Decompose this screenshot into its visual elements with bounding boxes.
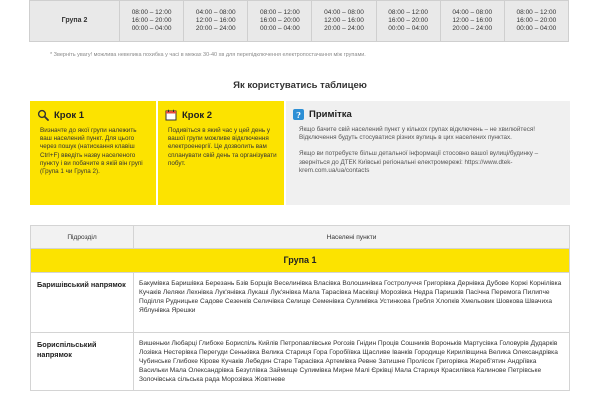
table-header-row [31, 226, 570, 249]
settlement-list: Вишеньки Любарці Глибоке Бориспіль Кийлів Петропавлівське Рогозів Гнідин Проців Сошників Вороньків Мартусівка Головурів Дударків Лозівка Нестерівка Перегуди Сеньківка Велика Стариця Гора Горобіївка Щасливе Іванків Городище Кирилівщина Велика Олександрівка Чубинське Глибоке Кірове Кучаків Лебедин Старе Тарасівка Артемівка Ревне Затишне Пролісок Григорівка Жереб'ятин Андріївка Васильки Мала Олександрівка Безуглівка Займище Сулимівка Мирне Малі Єрківці Мала Стариця Красилівка Калинове Петрівське Золочівська сільська рада Морозівка Жовтневе [134, 333, 570, 391]
step1-header [37, 109, 149, 121]
group-row [31, 249, 570, 273]
department-name: Баришівський напрямок [31, 273, 134, 333]
schedule-table [29, 0, 569, 42]
schedule-cell: 08:00 – 12:00 16:00 – 20:00 00:00 – 04:00 [120, 1, 184, 42]
department-name: Бориспільський напрямок [31, 333, 134, 391]
step2-title: Крок 2 [182, 109, 213, 121]
step1-title: Крок 1 [54, 109, 85, 121]
step2-text: Подивіться в який час у цей день у вашої групи можливе відключення електроенергії. Це дозволить вам спланувати свій день та організувати побут. [168, 127, 277, 167]
remark-text-1: Якщо бачите свій населений пункт у кількох групах відключень – не хвилюйтеся! Відключення будуть стосуватися різних вулиць в цих населених пунктах. [299, 126, 536, 142]
step2-panel [158, 101, 284, 205]
calendar-icon [165, 109, 177, 121]
schedule-note: * Зверніть увагу! можлива невелика похибка у часі в межах 30-40 хв для перепідключення електропостачання між групами. [50, 52, 366, 58]
info-icon: ? [293, 109, 304, 120]
step1-text: Визначте до якої групи належить ваш населений пункт. Для цього через пошук (натискання клавіш Ctrl+F) введіть назву населеного пункту і ви побачите в якій він групі (Група 1 чи Група 2). [40, 127, 143, 176]
step1-panel [30, 101, 156, 205]
remark-body [293, 126, 563, 175]
schedule-cell: 04:00 – 08:00 12:00 – 16:00 20:00 – 24:00 [312, 1, 376, 42]
settlement-list: Бакумівка Баришівка Березань Бзів Борщів Веселинівка Власівка Волошинівка Гостролуччя Григорівка Дернівка Дубове Коржі Корнілівка Кучаків Леляки Лехнівка Лук'янівка Лукаші Лук'янівка Мала Тарасівка Масківці Морозівка Недра Паришків Пасічна Перемога Пилипче Поділля Рудницьке Садове Сезенків Селичівка Селище Семенівка Сулимівка Устинкова Гребля Хлопків Хмельовик Шовкова Швачиха Яблунівка Ярешки [134, 273, 570, 333]
schedule-row [30, 1, 569, 42]
column-header-settlements: Населені пункти [134, 226, 570, 249]
group1-label: Група 1 [31, 249, 570, 273]
schedule-group-label: Група 2 [30, 1, 120, 42]
schedule-cell: 04:00 – 08:00 12:00 – 16:00 20:00 – 24:00 [184, 1, 248, 42]
remark-title: Примітка [309, 109, 352, 120]
how-to-use-title: Як користуватись таблицею [233, 80, 367, 91]
schedule-cell: 04:00 – 08:00 12:00 – 16:00 20:00 – 24:00 [440, 1, 504, 42]
magnifier-icon [37, 109, 49, 121]
table-row [31, 273, 570, 333]
column-header-department: Підрозділ [31, 226, 134, 249]
remark-header [293, 109, 563, 120]
schedule-cell: 08:00 – 12:00 16:00 – 20:00 00:00 – 04:00 [376, 1, 440, 42]
remark-panel [286, 101, 570, 205]
schedule-cell: 08:00 – 12:00 16:00 – 20:00 00:00 – 04:00 [504, 1, 568, 42]
step2-header [165, 109, 277, 121]
settlements-table [30, 225, 570, 391]
remark-text-2: Якщо ви потребуєте більш детальної інформації стосовно вашої вулиці/будинку – зверніться до ДТЕК Київські регіональні електромережі: https://www.dtek-krem.com.ua/ua/contacts [299, 150, 539, 174]
table-row [31, 333, 570, 391]
schedule-cell: 08:00 – 12:00 16:00 – 20:00 00:00 – 04:00 [248, 1, 312, 42]
